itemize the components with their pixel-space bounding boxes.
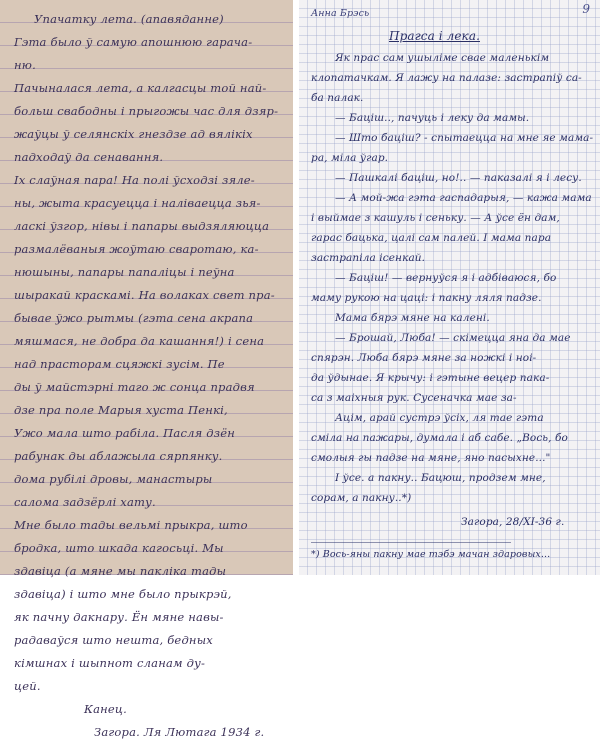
manuscript-line: гарас бацька, цалі сам палей. І мама пара [311, 232, 552, 244]
manuscript-line: радаваўся што нешта, бедных [14, 633, 213, 647]
manuscript-line: цей. [14, 679, 41, 693]
manuscript-line: — Брошай, Люба! — скімецца яна да мае [335, 332, 571, 344]
story-title: Прагса і лека. [389, 29, 480, 43]
manuscript-line: клопатачкам. Я лажу на палазе: застрапіў са- [311, 72, 582, 84]
manuscript-line: са з маіхныя рук. Сусеначка мае за- [311, 392, 517, 404]
manuscript-line: Мама бярэ мяне на калені. [335, 312, 490, 324]
manuscript-line: ню. [14, 58, 36, 72]
manuscript-line: падходаў да сенавання. [14, 150, 164, 164]
manuscript-line: — Баціш! — вернуўся я і адбіваюся, бо [335, 272, 557, 284]
manuscript-line: Ацім, арай сустрэ ўсіх, ля тае гэта [335, 412, 544, 424]
manuscript-line: бывае ўжо рытмы (гэта сена акрапа [14, 311, 254, 325]
manuscript-line: ласкі ўзгор, нівы і папары выдзяляюцца [14, 219, 270, 233]
manuscript-line: Як прас сам ушыліме свае маленькім [335, 52, 550, 64]
manuscript-line: ны, жыта красуецца і наліваецца зья- [14, 196, 261, 210]
manuscript-line: Іх слаўная пара! На полі ўсходзі зяле- [14, 173, 255, 187]
manuscript-line: рабунак ды аблажыла сярпянку. [14, 449, 223, 463]
manuscript-place-date: Загорa. Ля Лютага 1934 г. [94, 725, 265, 739]
manuscript-line: кімшнах і шыпнот сланам ду- [14, 656, 206, 670]
manuscript-line: Мне было тады вельмі прыкра, што [14, 518, 248, 532]
manuscript-line: спярэн. Люба бярэ мяне за ножкі і ноі- [311, 352, 537, 364]
manuscript-line: Ужо мала што рабіла. Пасля дзён [14, 426, 236, 440]
manuscript-line: здавіца) і што мне было прыкрэй, [14, 587, 232, 601]
manuscript-line: жаўцы ў селянскіх гнездзе ад вялікіх [14, 127, 253, 141]
manuscript-line: сміла на пажары, думала і аб сабе. „Вось, бо [311, 432, 568, 444]
manuscript-line: нюшыны, папары папаліцы і пеўна [14, 265, 235, 279]
manuscript-line: — Пашкалі баціш, но!.. — паказалі я і лесу. [335, 172, 582, 184]
manuscript-place-date: Загорa, 28/XI-36 г. [461, 516, 565, 528]
manuscript-line: смолыя гы падзе на мяне, яно пасыхне..." [311, 452, 551, 464]
manuscript-line: — Што баціш? - спытаецца на мне яе мама- [335, 132, 594, 144]
manuscript-line: Гэта было ў самую апошнюю гарача- [14, 35, 253, 49]
manuscript-line: сорам, а пакну..*) [311, 492, 412, 504]
manuscript-line: — Баціш.., пачуць і леку да мамы. [335, 112, 530, 124]
manuscript-line: бродка, што шкада кагосьці. Мы [14, 541, 224, 555]
manuscript-line: застрапіла ісенкай. [311, 252, 426, 264]
manuscript-line: размалёваныя жоўтаю сваротаю, ка- [14, 242, 259, 256]
manuscript-line: і выймае з кашуль і сеньку. — А ўсе ён дам, [311, 212, 560, 224]
manuscript-line: мяшмася, не добра да кашання!) і сена [14, 334, 265, 348]
left-manuscript-page [0, 0, 293, 739]
manuscript-line: дома рубілі дровы, манастыры [14, 472, 213, 486]
footnote: *) Вось-яны пакну мае тэбэ мачан здаровых... [311, 542, 511, 565]
manuscript-line: дзе пра поле Марыя хуста Пенкі, [14, 403, 228, 417]
manuscript-line: больш свабодны і прыгожы час для дзяр- [14, 104, 279, 118]
manuscript-line: І ўсе. а пакну.. Бацюш, продзем мне, [335, 472, 546, 484]
manuscript-line: ба палак. [311, 92, 364, 104]
page-number: 9 [582, 2, 590, 16]
manuscript-line: — А мой-жа гэта гаспадарыя, — кажа мама [335, 192, 592, 204]
manuscript-line: Пачыналася лета, а калгасцы той най- [14, 81, 267, 95]
manuscript-line: да ўдынае. Я крычу: і гэтыне вецер пака- [311, 372, 550, 384]
manuscript-line: ра, міла ўгар. [311, 152, 389, 164]
author-name: Анна Брэсь [311, 8, 370, 19]
manuscript-end-mark: Канец. [84, 702, 128, 716]
manuscript-line: ды ў майстэрні таго ж сонца прадвя [14, 380, 255, 394]
manuscript-line: Упачатку лета. (апавяданне) [34, 12, 224, 26]
manuscript-line: як пачну дакнару. Ён мяне навы- [14, 610, 224, 624]
manuscript-line: шыракай краскамі. На волаках свет пра- [14, 288, 275, 302]
manuscript-line: здавіца (а мяне мы пакліка тады [14, 564, 227, 578]
manuscript-line: салома задзёрлі хату. [14, 495, 156, 509]
manuscript-line: маму рукою на цаці: і пакну ляля падзе. [311, 292, 542, 304]
manuscript-line: над прасторам сцяжкі зусім. Пе [14, 357, 225, 371]
right-manuscript-page [299, 0, 600, 575]
